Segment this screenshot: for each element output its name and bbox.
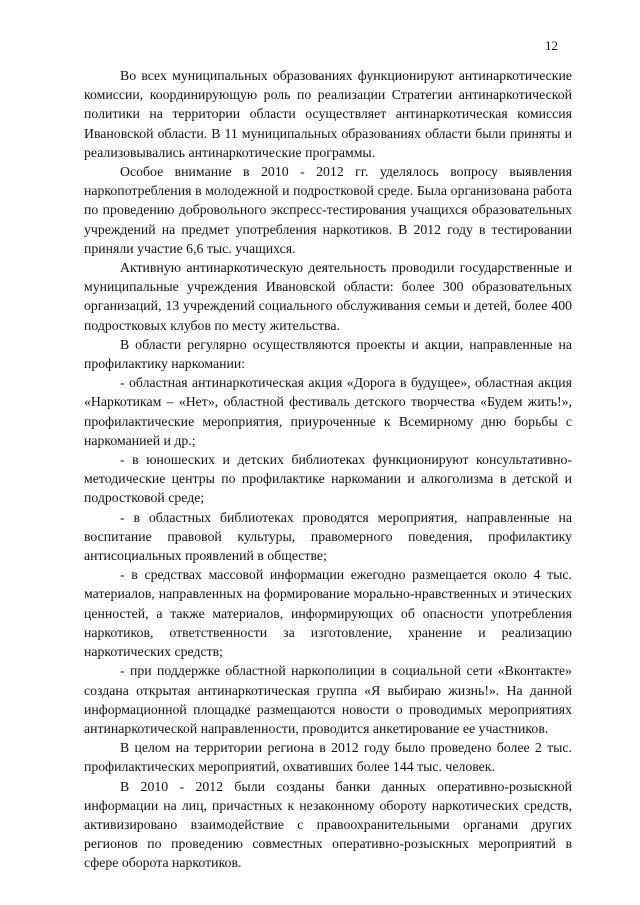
- list-item-social-network: - при поддержке областной наркополиции в социальной сети «Вконтакте» создана открытая антинаркотическая группа «Я выбираю жизнь!». На данной информационной площадке размещаются новости о проводимых мероприятиях антинаркотической направленности, проводится анкетирование ее участников.: [84, 663, 572, 736]
- list-item-regional-libraries: - в областных библиотеках проводятся мероприятия, направленные на воспитание правовой культуры, правомерного поведения, профилактику антисоциальных проявлений в обществе;: [84, 509, 572, 564]
- paragraph-databases: В 2010 - 2012 были созданы банки данных оперативно-розыскной информации на лиц, причастных к незаконному обороту наркотических средств, активизировано взаимодействие с правоохранительными органами других регионов по проведению совместных оперативно-розыскных мероприятий в сфере оборота наркотиков.: [84, 778, 572, 871]
- list-item-campaign: - областная антинаркотическая акция «Дорога в будущее», областная акция «Наркотикам – «Нет», областной фестиваль детского творчества «Будем жить!», профилактические мероприятия, приуроченные к Всемирному дню борьбы с наркоманией и др.;: [84, 375, 572, 448]
- page-number: 12: [545, 38, 558, 53]
- document-body: [84, 66, 572, 873]
- paragraph-projects-intro: В области регулярно осуществляются проекты и акции, направленные на профилактику наркомании:: [84, 336, 572, 372]
- list-item-mass-media: - в средствах массовой информации ежегодно размещается около 4 тыс. материалов, направленных на формирование морально-нравственных и этических ценностей, а также материалов, информирующих об опасности употребления наркотиков, ответственности за изготовление, хранение и реализацию наркотических средств;: [84, 567, 572, 660]
- paragraph-institutions: Активную антинаркотическую деятельность проводили государственные и муниципальные учреждения Ивановской области: более 300 образовательных организаций, 13 учреждений социального обслуживания семьи и детей, более 400 подростковых клубов по месту жительства.: [84, 260, 572, 333]
- paragraph-commissions: Во всех муниципальных образованиях функционируют антинаркотические комиссии, координирующую роль по реализации Стратегии антинаркотической политики на территории области осуществляет антинаркотическая комиссия Ивановской области. В 11 муниципальных образованиях области были приняты и реализовывались антинаркотические программы.: [84, 68, 572, 160]
- list-item-youth-libraries: - в юношеских и детских библиотеках функционируют консультативно-методические центры по профилактике наркомании и алкоголизма в детской и подростковой среде;: [84, 452, 572, 506]
- paragraph-testing: Особое внимание в 2010 - 2012 гг. уделялось вопросу выявления наркопотребления в молодежной и подростковой среде. Была организована работа по проведению добровольного экспресс-тестирования учащихся образовательных учреждений на предмет употребления наркотиков. В 2012 году в тестировании приняли участие 6,6 тыс. учащихся.: [84, 164, 572, 256]
- paragraph-totals: В целом на территории региона в 2012 году было проведено более 2 тыс. профилактических мероприятий, охвативших более 144 тыс. человек.: [84, 740, 572, 775]
